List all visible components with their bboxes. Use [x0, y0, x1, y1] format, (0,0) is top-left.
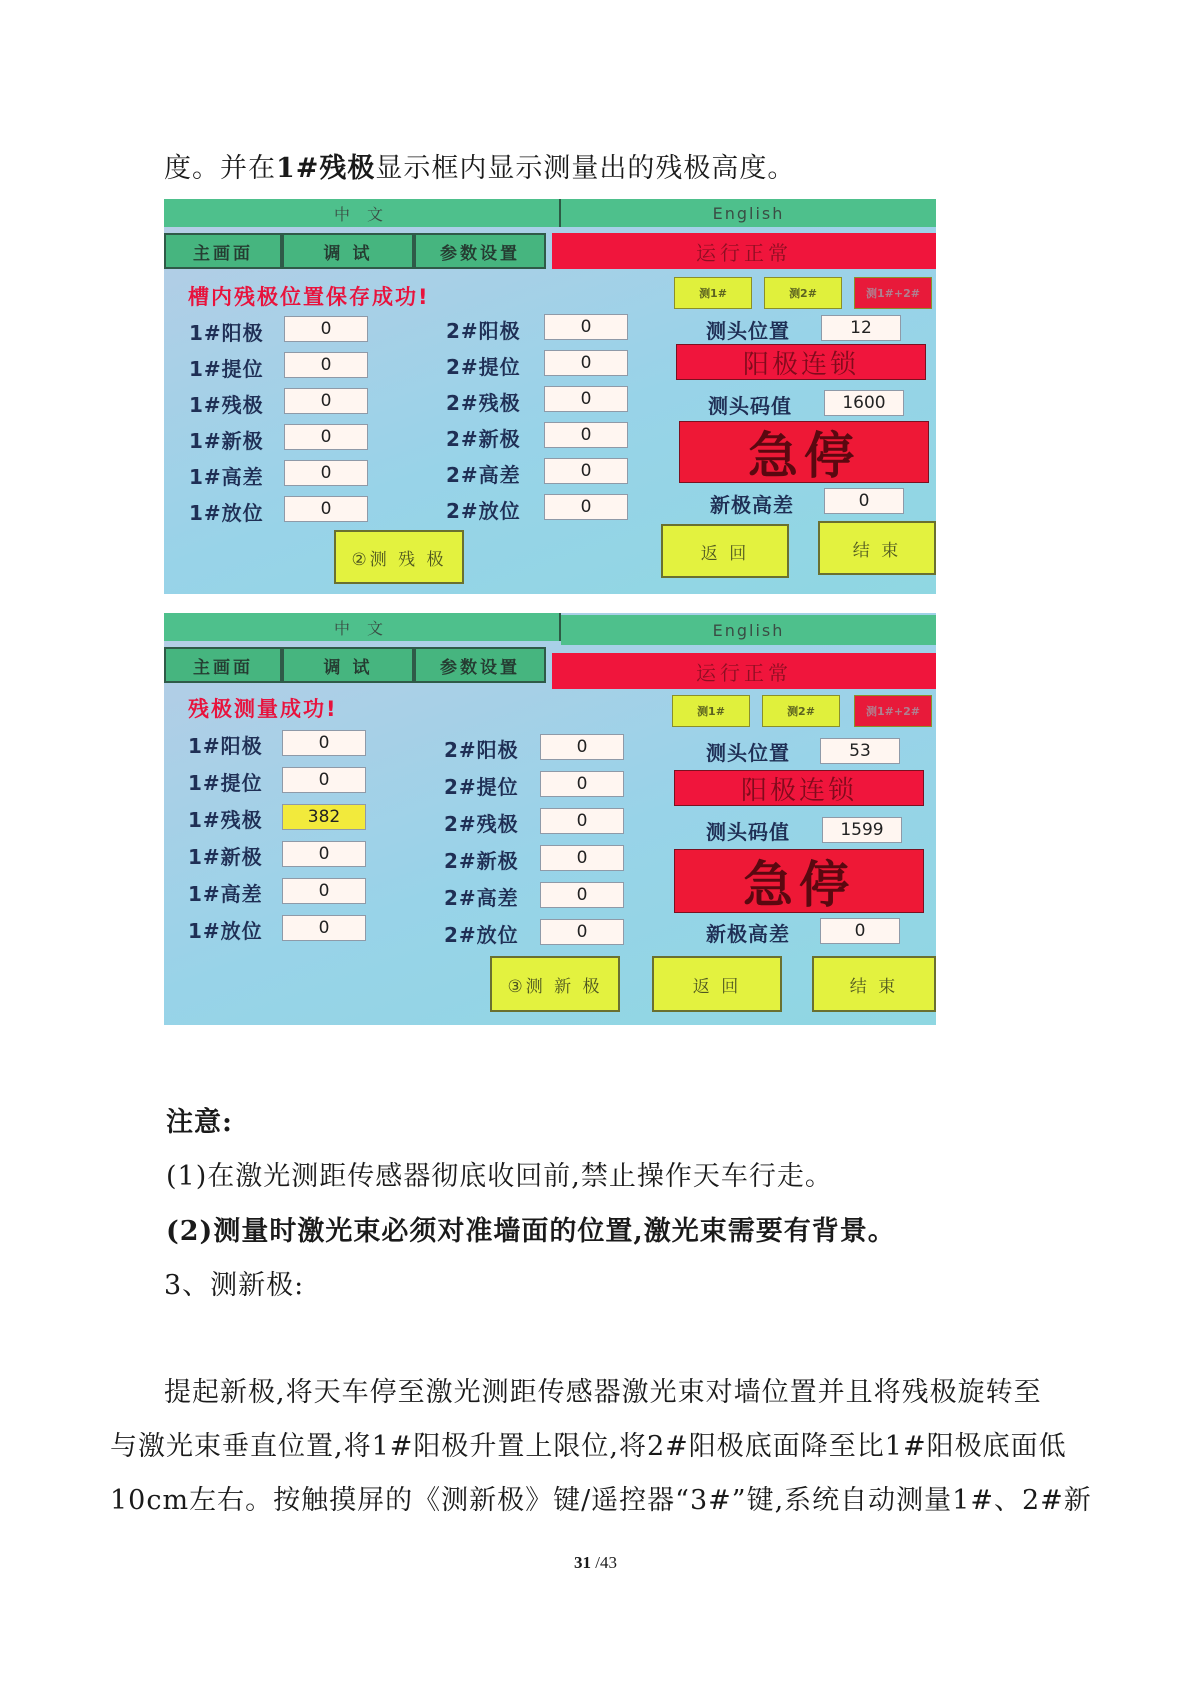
- label-probe-code: 测头码值: [708, 394, 792, 418]
- status-banner: 运行正常: [552, 653, 936, 689]
- probe-both-button[interactable]: 测1#+2#: [854, 277, 932, 309]
- tab-params[interactable]: 参数设置: [414, 647, 546, 683]
- probe-1-button[interactable]: 测1#: [674, 277, 752, 309]
- end-button[interactable]: 结 束: [818, 521, 936, 575]
- label-2-residual: 2#残极: [446, 391, 521, 415]
- lang-chinese-button[interactable]: 中 文: [164, 613, 561, 641]
- field-1-lift[interactable]: 0: [282, 767, 366, 793]
- note-item-1: (1)在激光测距传感器彻底收回前,禁止操作天车行走。: [166, 1161, 833, 1192]
- label-probe-code: 测头码值: [706, 820, 790, 844]
- field-1-diff[interactable]: 0: [284, 460, 368, 486]
- label-2-anode: 2#阳极: [446, 319, 521, 343]
- probe-both-button[interactable]: 测1#+2#: [854, 695, 932, 727]
- lang-english-button[interactable]: English: [561, 199, 936, 227]
- field-2-lift[interactable]: 0: [540, 771, 624, 797]
- measure-residual-button[interactable]: ②测 残 极: [334, 530, 464, 584]
- back-button[interactable]: 返 回: [652, 956, 782, 1012]
- field-probe-position[interactable]: 12: [821, 315, 901, 341]
- note-item-2: (2)测量时激光束必须对准墙面的位置,激光束需要有背景。: [166, 1216, 896, 1247]
- paragraph-line-1: 提起新极,将天车停至激光测距传感器激光束对墙位置并且将残极旋转至: [164, 1377, 1042, 1408]
- field-2-diff[interactable]: 0: [544, 458, 628, 484]
- hmi-screenshot-1: [164, 199, 936, 594]
- label-2-place: 2#放位: [446, 499, 521, 523]
- label-probe-position: 测头位置: [706, 741, 790, 765]
- field-new-diff[interactable]: 0: [824, 488, 904, 514]
- label-new-diff: 新极高差: [710, 493, 794, 517]
- field-2-new[interactable]: 0: [540, 845, 624, 871]
- back-button[interactable]: 返 回: [661, 524, 789, 578]
- label-1-new: 1#新极: [188, 845, 263, 869]
- field-1-anode[interactable]: 0: [282, 730, 366, 756]
- label-new-diff: 新极高差: [706, 922, 790, 946]
- intro-text-a: 度。并在: [164, 153, 276, 184]
- field-probe-position[interactable]: 53: [820, 738, 900, 764]
- label-1-new: 1#新极: [189, 429, 264, 453]
- paragraph-line-3: 10cm左右。按触摸屏的《测新极》键/遥控器“3#”键,系统自动测量1#、2#新: [110, 1485, 1092, 1516]
- label-1-place: 1#放位: [189, 501, 264, 525]
- label-1-residual: 1#残极: [188, 808, 263, 832]
- intro-line: [164, 146, 795, 185]
- field-probe-code[interactable]: 1599: [822, 817, 902, 843]
- page-total: /43: [595, 1553, 617, 1572]
- field-1-lift[interactable]: 0: [284, 352, 368, 378]
- tab-params[interactable]: 参数设置: [414, 233, 546, 269]
- label-1-anode: 1#阳极: [188, 734, 263, 758]
- status-message: 槽内残极位置保存成功!: [188, 285, 430, 309]
- field-2-residual[interactable]: 0: [544, 386, 628, 412]
- tab-main[interactable]: 主画面: [164, 647, 282, 683]
- measure-new-button[interactable]: ③测 新 极: [490, 956, 620, 1012]
- page-current: 31: [574, 1553, 591, 1572]
- tab-debug[interactable]: 调 试: [282, 647, 414, 683]
- field-probe-code[interactable]: 1600: [824, 390, 904, 416]
- field-1-residual[interactable]: 0: [284, 388, 368, 414]
- field-2-residual[interactable]: 0: [540, 808, 624, 834]
- label-2-residual: 2#残极: [444, 812, 519, 836]
- end-button[interactable]: 结 束: [812, 956, 936, 1012]
- lang-english-button[interactable]: English: [561, 615, 936, 645]
- lang-chinese-button[interactable]: 中 文: [164, 199, 561, 227]
- label-1-diff: 1#高差: [188, 882, 263, 906]
- page-number: [0, 1553, 1191, 1573]
- field-1-place[interactable]: 0: [284, 496, 368, 522]
- field-2-lift[interactable]: 0: [544, 350, 628, 376]
- label-2-lift: 2#提位: [446, 355, 521, 379]
- field-1-new[interactable]: 0: [282, 841, 366, 867]
- tab-debug[interactable]: 调 试: [282, 233, 414, 269]
- label-1-place: 1#放位: [188, 919, 263, 943]
- probe-2-button[interactable]: 测2#: [762, 695, 840, 727]
- field-1-residual[interactable]: 382: [282, 804, 366, 830]
- label-2-anode: 2#阳极: [444, 738, 519, 762]
- status-banner: 运行正常: [552, 233, 936, 269]
- field-2-place[interactable]: 0: [544, 494, 628, 520]
- label-1-diff: 1#高差: [189, 465, 264, 489]
- label-probe-position: 测头位置: [706, 319, 790, 343]
- label-2-lift: 2#提位: [444, 775, 519, 799]
- field-1-diff[interactable]: 0: [282, 878, 366, 904]
- intro-text-bold: 1#残极: [276, 153, 376, 184]
- field-2-diff[interactable]: 0: [540, 882, 624, 908]
- hmi-screenshot-2: [164, 613, 936, 1025]
- anode-lock-indicator: 阳极连锁: [676, 344, 926, 380]
- label-2-new: 2#新极: [444, 849, 519, 873]
- emergency-stop-button[interactable]: 急停: [674, 849, 924, 913]
- probe-2-button[interactable]: 测2#: [764, 277, 842, 309]
- section-title: 3、测新极:: [164, 1270, 305, 1301]
- intro-text-b: 显示框内显示测量出的残极高度。: [375, 153, 796, 184]
- field-new-diff[interactable]: 0: [820, 918, 900, 944]
- label-2-diff: 2#高差: [446, 463, 521, 487]
- field-2-new[interactable]: 0: [544, 422, 628, 448]
- field-1-new[interactable]: 0: [284, 424, 368, 450]
- note-title: 注意:: [166, 1107, 233, 1138]
- status-message: 残极测量成功!: [188, 697, 338, 721]
- tab-main[interactable]: 主画面: [164, 233, 282, 269]
- label-2-place: 2#放位: [444, 923, 519, 947]
- field-2-anode[interactable]: 0: [544, 314, 628, 340]
- paragraph-line-2: 与激光束垂直位置,将1#阳极升置上限位,将2#阳极底面降至比1#阳极底面低: [110, 1431, 1067, 1462]
- field-2-place[interactable]: 0: [540, 919, 624, 945]
- field-1-anode[interactable]: 0: [284, 316, 368, 342]
- label-1-residual: 1#残极: [189, 393, 264, 417]
- label-2-new: 2#新极: [446, 427, 521, 451]
- emergency-stop-button[interactable]: 急停: [679, 421, 929, 483]
- label-1-anode: 1#阳极: [189, 321, 264, 345]
- probe-1-button[interactable]: 测1#: [672, 695, 750, 727]
- label-1-lift: 1#提位: [189, 357, 264, 381]
- anode-lock-indicator: 阳极连锁: [674, 770, 924, 806]
- label-2-diff: 2#高差: [444, 886, 519, 910]
- field-1-place[interactable]: 0: [282, 915, 366, 941]
- label-1-lift: 1#提位: [188, 771, 263, 795]
- field-2-anode[interactable]: 0: [540, 734, 624, 760]
